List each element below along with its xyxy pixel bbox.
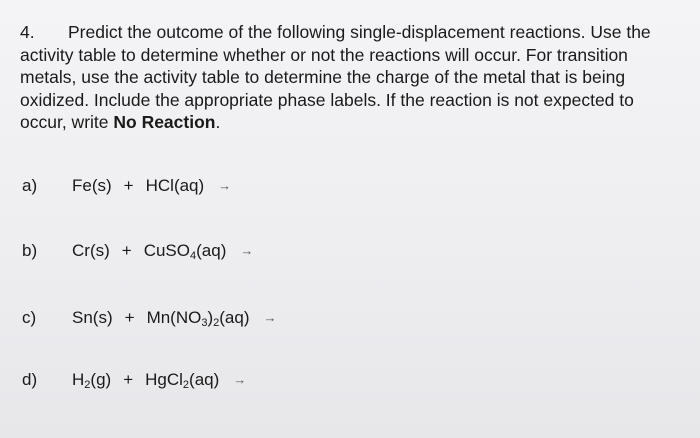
reaction-label: c) bbox=[22, 308, 37, 327]
reactant-2: HCl(aq) bbox=[145, 176, 205, 195]
reaction-arrow: → bbox=[240, 243, 254, 258]
formula-subscript: 2 bbox=[182, 379, 190, 391]
formula-part: H bbox=[72, 370, 85, 389]
plus-sign: + bbox=[124, 308, 135, 327]
reaction-equation bbox=[72, 240, 253, 263]
reaction-arrow: → bbox=[233, 372, 247, 387]
reaction-arrow: → bbox=[263, 310, 277, 325]
reactant-1 bbox=[72, 370, 111, 389]
formula-part: ) bbox=[207, 308, 214, 327]
reactant-2 bbox=[145, 370, 219, 389]
plus-sign: + bbox=[121, 241, 132, 260]
reaction-arrow: → bbox=[218, 178, 232, 193]
reactant-1: Fe(s) bbox=[72, 176, 112, 195]
reactant-1: Sn(s) bbox=[72, 308, 113, 327]
plus-sign: + bbox=[123, 370, 134, 389]
formula-part: Mn(NO bbox=[146, 308, 202, 327]
formula-part: (aq) bbox=[196, 241, 227, 260]
question-end: . bbox=[215, 112, 221, 132]
reactant-2 bbox=[147, 308, 250, 327]
reaction-label: d) bbox=[22, 370, 38, 389]
reactant-2 bbox=[144, 241, 227, 260]
formula-part: CuSO bbox=[143, 241, 190, 260]
question-number: 4. bbox=[20, 22, 35, 42]
formula-subscript: 4 bbox=[190, 250, 197, 262]
formula-part: (aq) bbox=[219, 308, 250, 327]
formula-part: (aq) bbox=[189, 370, 220, 389]
formula-subscript: 2 bbox=[84, 379, 91, 391]
reaction-equation bbox=[72, 175, 231, 198]
formula-part: HgCl bbox=[145, 370, 183, 389]
reaction-equation bbox=[72, 307, 277, 330]
reaction-label: a) bbox=[22, 176, 38, 195]
question-text: Predict the outcome of the following single-displacement reactions. Use the activity table to determine whether or not the reactions will occur. For transition metals, use the activity table to determine the charge of the metal that is being oxidized. Include the appropriate phase labels. If the reaction is not expected to occur, write bbox=[20, 22, 651, 132]
reactant-1: Cr(s) bbox=[72, 241, 110, 260]
reaction-label: b) bbox=[22, 241, 38, 260]
formula-part: (g) bbox=[90, 370, 112, 389]
plus-sign: + bbox=[123, 176, 134, 195]
formula-subscript: 2 bbox=[213, 317, 220, 329]
formula-subscript: 3 bbox=[201, 317, 208, 329]
no-reaction-term: No Reaction bbox=[113, 112, 216, 132]
question-prompt bbox=[20, 21, 680, 134]
reaction-equation bbox=[72, 369, 246, 392]
